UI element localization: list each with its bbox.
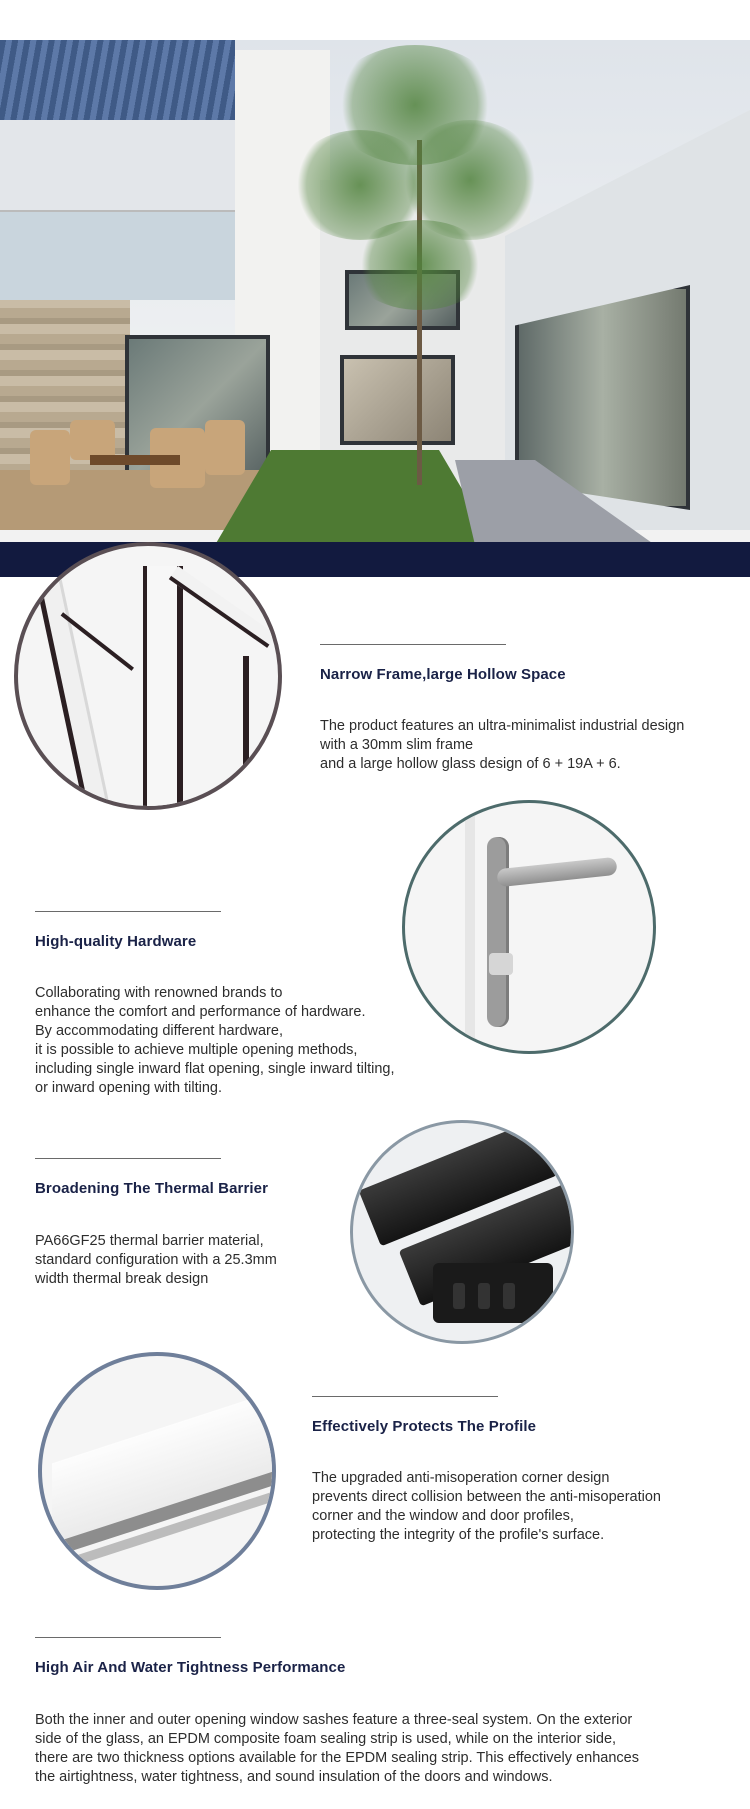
hero-glass-railing bbox=[0, 210, 235, 300]
divider bbox=[312, 1396, 498, 1397]
corner-protector-image bbox=[38, 1352, 276, 1590]
frame-detail-image bbox=[14, 542, 282, 810]
door-edge bbox=[465, 803, 475, 1054]
feature-heading: High-quality Hardware bbox=[35, 933, 197, 950]
hero-image bbox=[0, 40, 750, 577]
feature-body: The product features an ultra-minimalist industrial design with a 30mm slim frame and a large hollow glass design of 6 + 19A + 6. bbox=[320, 718, 685, 772]
frame-profile bbox=[143, 566, 183, 810]
handle-lever bbox=[496, 857, 617, 887]
frame-profile bbox=[25, 542, 117, 810]
hero-pergola bbox=[0, 40, 235, 120]
handle-plate bbox=[487, 837, 509, 1027]
frame-profile bbox=[243, 656, 249, 810]
feature-heading: Narrow Frame,large Hollow Space bbox=[320, 666, 566, 683]
frame-profile bbox=[169, 566, 276, 648]
divider bbox=[35, 1637, 221, 1638]
feature-body: Collaborating with renowned brands to enhance the comfort and performance of hardware. By accommodating different hardware, it is possible to achieve multiple opening methods, including single inward flat opening, single inward tilting, or inward opening with tilting. bbox=[35, 985, 395, 1096]
chair bbox=[30, 430, 70, 485]
table bbox=[90, 455, 180, 465]
chair bbox=[70, 420, 115, 460]
hero-furniture bbox=[30, 420, 250, 495]
feature-heading: High Air And Water Tightness Performance bbox=[35, 1659, 346, 1676]
thermal-barrier-image bbox=[350, 1120, 574, 1344]
thermal-strip bbox=[433, 1263, 553, 1323]
hero-window-center-door bbox=[340, 355, 455, 445]
divider bbox=[35, 911, 221, 912]
feature-heading: Broadening The Thermal Barrier bbox=[35, 1180, 269, 1197]
feature-body: PA66GF25 thermal barrier material, standard configuration with a 25.3mm width thermal break design bbox=[35, 1233, 277, 1287]
feature-body: The upgraded anti-misoperation corner design prevents direct collision between the anti-misoperation corner and the window and door profiles, protecting the integrity of the profile's surface. bbox=[312, 1470, 661, 1543]
strip-cavity bbox=[478, 1283, 490, 1309]
handle-lock bbox=[489, 953, 513, 975]
divider bbox=[35, 1158, 221, 1159]
tree-leaves bbox=[350, 220, 490, 310]
feature-body: Both the inner and outer opening window sashes feature a three-seal system. On the exterior side of the glass, an EPDM composite foam sealing strip is used, while on the interior side, there are two thickness options available for the EPDM sealing strip. This effectively enhances the airtightness, water tightness, and sound insulation of the doors and windows. bbox=[35, 1712, 639, 1785]
divider bbox=[320, 644, 506, 645]
strip-cavity bbox=[503, 1283, 515, 1309]
feature-heading: Effectively Protects The Profile bbox=[312, 1418, 537, 1435]
strip-cavity bbox=[453, 1283, 465, 1309]
chair bbox=[205, 420, 245, 475]
